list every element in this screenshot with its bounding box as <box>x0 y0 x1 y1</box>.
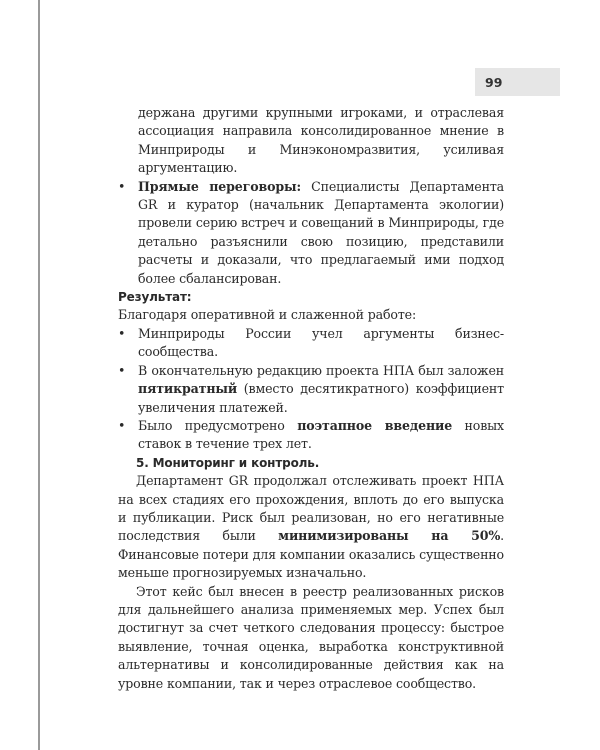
paragraph-bold: минимизированы на 50% <box>278 528 501 544</box>
paragraph-text: Департамент GR продолжал отслеживать проект НПА на всех стадиях его прохождения, вплоть до его выпуска и публикации. Риск был реализован, но его негативные последствия были <box>118 473 504 544</box>
bullet-marker: • <box>118 325 126 341</box>
bullet-marker: • <box>118 417 126 433</box>
bullet-text: Было предусмотрено <box>138 417 298 433</box>
bullet-text: (вместо десятикратного) коэффициент увеличения платежей. <box>138 381 504 415</box>
page-number: 99 <box>485 74 503 90</box>
bullet-continuation: держана другими крупными игроками, и отраслевая ассоциация направила консолидированное мнение в Минприроды и Минэкономразвития, усиливая аргументацию. <box>138 105 504 176</box>
result-intro: Благодаря оперативной и слаженной работе: <box>118 307 417 323</box>
result-bullet-1 <box>118 325 504 362</box>
result-heading: Результат: <box>118 290 192 305</box>
bullet-marker: • <box>118 362 126 378</box>
paragraph-text: . Финансовые потери для компании оказались существенно меньше прогнозируемых изначально. <box>118 528 504 581</box>
bullet-marker: • <box>118 178 126 194</box>
bullet-title: Прямые переговоры: <box>138 178 301 194</box>
page-spine-line <box>38 0 40 750</box>
bullet-bold: пятикратный <box>138 381 238 397</box>
paragraph-monitoring <box>118 472 504 582</box>
bullet-text: В окончательную редакцию проекта НПА был заложен <box>138 362 504 378</box>
page-body <box>118 104 504 693</box>
page-number-box <box>475 68 560 96</box>
paragraph-conclusion: Этот кейс был внесен в реестр реализованных рисков для дальнейшего анализа применяемых мер. Успех был достигнут за счет четкого следования процессу: быстрое выявление, точная оценка, выработка конструктивной альтернативы и консолидированные действия как на уровне компании, так и через отраслевое сообщество. <box>118 583 504 691</box>
result-bullet-2 <box>118 362 504 417</box>
bullet-direct-negotiations <box>118 178 504 288</box>
section-heading: 5. Мониторинг и контроль. <box>136 455 320 470</box>
bullet-bold: поэтапное введение <box>297 417 453 433</box>
result-bullet-3 <box>118 417 504 454</box>
bullet-text: Минприроды России учел аргументы бизнес-сообщества. <box>138 325 504 360</box>
bullet-text: новых ставок в течение трех лет. <box>138 417 504 452</box>
bullet-text: Специалисты Департамента GR и куратор (начальник Департамента экологии) провели серию встреч и совещаний в Минприроды, где детально разъяснили свою позицию, представили расчеты и доказали, что предлагаемый ими подход более сбалансирован. <box>138 178 504 286</box>
